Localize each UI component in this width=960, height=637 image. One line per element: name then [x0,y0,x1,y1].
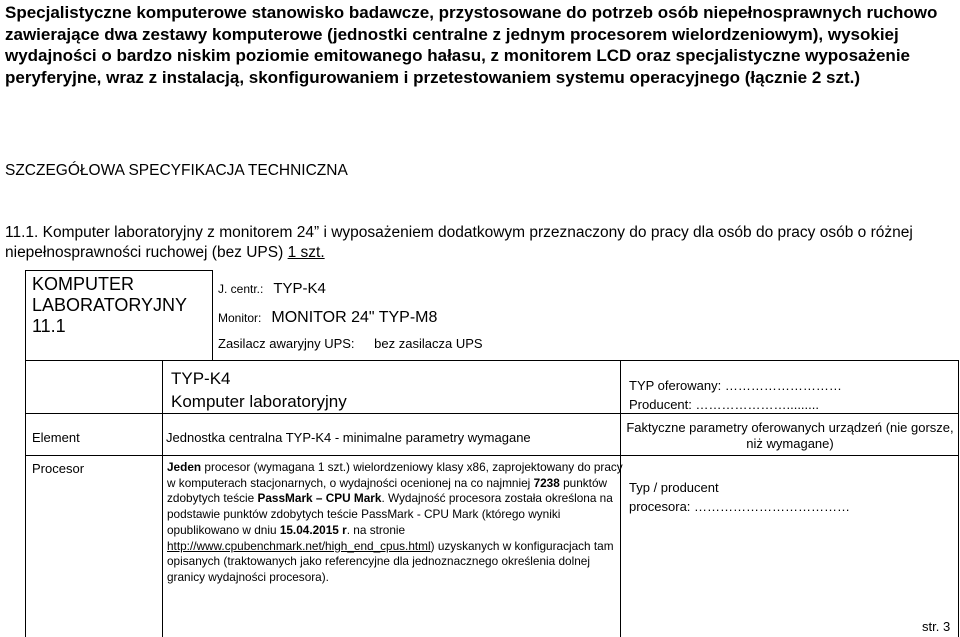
ups-value: bez zasilacza UPS [374,336,483,351]
computer-label-line1: KOMPUTER [32,274,135,294]
procesor-text-6: ) uzyskanych w konfiguracjach tam opisanych (traktowanych jako referencyjne dla jednoznacznego określenia dolnej granicy wydajności procesora). [167,538,614,584]
procesor-text-5: . na stronie [346,522,406,537]
offer-fields [629,376,842,414]
procesor-count: Jeden [167,460,202,474]
table-border-top [25,270,212,271]
table-border-left [25,270,26,637]
column-requirements: Jednostka centralna TYP-K4 - minimalne parametry wymagane [166,430,531,445]
type-name: Komputer laboratoryjny [171,392,347,411]
ups-line [218,336,483,351]
procesor-text-2: punktów zdobytych teście [167,475,608,506]
row-label-procesor: Procesor [32,461,85,476]
computer-label-line3: 11.1 [32,316,66,336]
procesor-text-4: . Wydajność procesora została określona na podstawie punktów zdobytych teście PassMark - CPU Mark (którego wyniki opublikowano w dniu [167,491,613,537]
central-unit-line [218,280,326,297]
procesor-text-1: procesor (wymagana 1 szt.) wielordzeniowy klasy x86, zaprojektowany do pracy w komputerach stacjonarnych, o wydajności ocenionej na co najmniej [167,460,623,490]
column-element: Element [32,430,80,445]
procesor-date: 15.04.2015 r [279,522,347,537]
table-divider-element [162,360,163,637]
computer-label-line2: LABORATORYJNY [32,295,188,315]
table-divider-header [212,270,213,360]
table-border-right [958,360,959,637]
procesor-url-link[interactable]: http://www.cpubenchmark.net/high_end_cpus.html [167,538,431,553]
page-number: str. 3 [922,619,951,634]
intro-text: 11.1. Komputer laboratoryjny z monitorem 24” i wyposażeniem dodatkowym przeznaczony do pracy dla osób do pracy osób o różnej niepełnosprawności ruchowej (bez UPS) [5,224,913,261]
computer-label [32,274,187,337]
table-row-divider-1 [25,360,959,361]
procesor-producer-field: procesora: ……………………………… [629,499,851,514]
column-actual-parameters: Faktyczne parametry oferowanych urządzeń (nie gorsze, niż wymagane) [626,420,954,451]
offered-type-field: TYP oferowany: ……………………… [629,378,842,393]
type-code: TYP-K4 [171,369,231,388]
item-intro [5,223,955,263]
document-title: Specjalistyczne komputerowe stanowisko badawcze, przystosowane do potrzeb osób niepełnosprawnych ruchowo zawierające dwa zestawy komputerowe (jednostki centralne z jednym procesorem wielordzeniowym), wysokiej wydajności o bardzo niskim poziomie emitowanego hałasu, z monitorem LCD oraz specjalistyczne wyposażenie peryferyjne, wraz z instalacją, skonfigurowaniem i przetestowaniem systemu operacyjnego (łącznie 2 szt.) [5,3,938,87]
intro-quantity: 1 szt. [287,244,325,261]
ups-label: Zasilacz awaryjny UPS: [218,336,355,351]
monitor-value: MONITOR 24" TYP-M8 [271,309,438,326]
procesor-offer-fields [629,478,850,516]
central-unit-value: TYP-K4 [273,280,326,297]
producer-field: Producent: …………………......... [629,397,819,412]
monitor-line [218,309,437,327]
procesor-type-label: Typ / producent [629,480,719,495]
type-heading [171,367,347,413]
table-row-divider-3 [25,455,959,456]
procesor-requirement [167,460,623,586]
procesor-score: 7238 [533,475,560,490]
central-unit-label: J. centr.: [218,282,264,296]
procesor-passmark: PassMark [257,491,313,506]
spec-heading: SZCZEGÓŁOWA SPECYFIKACJA TECHNICZNA [5,162,348,179]
procesor-cpu-mark: – CPU Mark [312,491,382,506]
monitor-label: Monitor: [218,311,262,325]
